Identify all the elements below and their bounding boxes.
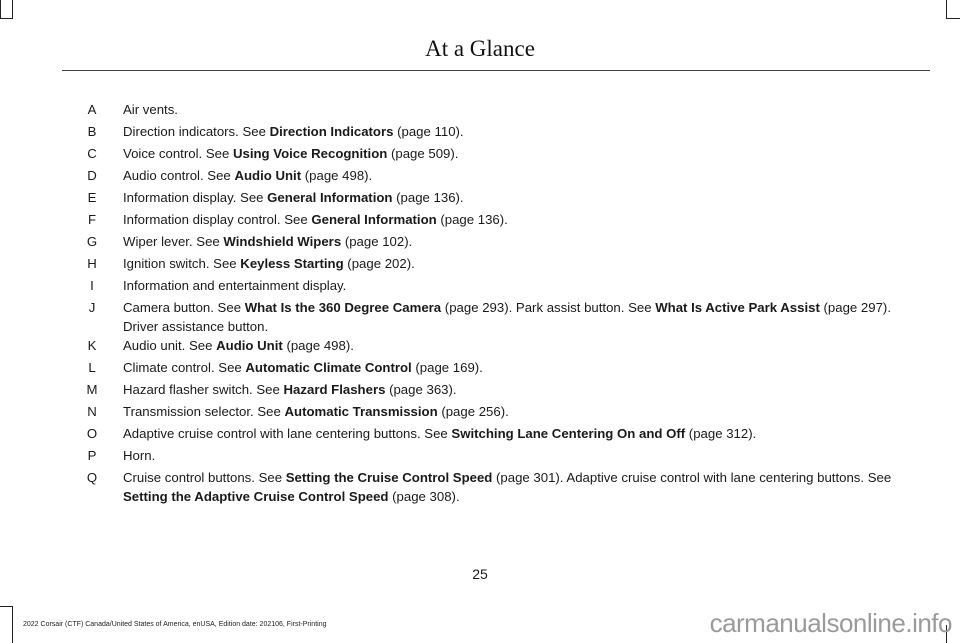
edition-footer: 2022 Corsair (CTF) Canada/United States of America, enUSA, Edition date: 202106, First-Printing [23, 621, 327, 628]
entry-letter: E [87, 190, 97, 205]
cross-reference-link[interactable]: General Information [311, 212, 437, 227]
entry-text: Adaptive cruise control with lane centering buttons. See Switching Lane Centering On and Off (page 312). [123, 426, 757, 441]
cross-reference-link[interactable]: Setting the Cruise Control Speed [285, 470, 493, 485]
cross-reference-link[interactable]: Windshield Wipers [223, 234, 342, 249]
entry-text: Direction indicators. See Direction Indicators (page 110). [123, 124, 464, 139]
entry-letter: L [88, 360, 96, 375]
cross-reference-link[interactable]: Keyless Starting [240, 256, 344, 271]
entry-text: Ignition switch. See Keyless Starting (page 202). [123, 256, 415, 271]
crop-mark [12, 606, 13, 643]
header-rule [62, 70, 930, 71]
crop-mark [946, 18, 960, 19]
cross-reference-link[interactable]: Audio Unit [234, 168, 302, 183]
cross-reference-link[interactable]: Audio Unit [216, 338, 283, 353]
cross-reference-link[interactable]: Direction Indicators [269, 124, 394, 139]
crop-mark [946, 0, 947, 18]
entry-letter: N [87, 404, 97, 419]
cross-reference-link[interactable]: Using Voice Recognition [232, 146, 388, 161]
entry-text: Horn. [123, 448, 156, 463]
entry-text: Information and entertainment display. [123, 278, 347, 293]
cross-reference-link[interactable]: Setting the Adaptive Cruise Control Speed [123, 489, 389, 504]
entry-text: Transmission selector. See Automatic Transmission (page 256). [123, 404, 509, 419]
entry-letter: I [90, 278, 94, 293]
entry-letter: B [87, 124, 97, 139]
crop-mark [12, 0, 13, 18]
entry-text: Audio unit. See Audio Unit (page 498). [123, 338, 354, 353]
entry-letter: J [88, 300, 96, 315]
crop-mark [0, 606, 13, 607]
entry-text: Climate control. See Automatic Climate Control (page 169). [123, 360, 483, 375]
cross-reference-link[interactable]: What Is Active Park Assist [655, 300, 820, 315]
entry-letter: O [86, 426, 98, 441]
entry-letter: K [87, 338, 97, 353]
entry-letter: P [87, 448, 97, 463]
cross-reference-link[interactable]: What Is the 360 Degree Camera [244, 300, 442, 315]
entry-letter: D [87, 168, 97, 183]
entry-letter: A [87, 102, 97, 117]
crop-mark [0, 0, 1, 18]
entry-letter: Q [86, 470, 98, 485]
entry-text: Camera button. See What Is the 360 Degree Camera (page 293). Park assist button. See What Is Active Park Assist (page 297). Driver assistance button. [123, 300, 891, 334]
entry-letter: C [87, 146, 97, 161]
entry-text: Audio control. See Audio Unit (page 498). [123, 168, 373, 183]
entry-text: Information display control. See General Information (page 136). [123, 212, 508, 227]
page-number: 25 [472, 566, 488, 582]
watermark: carmanualsonline.info [709, 608, 952, 638]
entry-letter: F [87, 212, 97, 227]
crop-mark [0, 18, 13, 19]
cross-reference-link[interactable]: Automatic Climate Control [245, 360, 412, 375]
entry-letter: G [86, 234, 98, 249]
entry-text: Wiper lever. See Windshield Wipers (page 102). [123, 234, 413, 249]
cross-reference-link[interactable]: Switching Lane Centering On and Off [451, 426, 686, 441]
entry-text: Cruise control buttons. See Setting the Cruise Control Speed (page 301). Adaptive cruise control with lane centering buttons. See Setting the Adaptive Cruise Control Speed (page 308). [123, 470, 892, 504]
entry-text: Voice control. See Using Voice Recognition (page 509). [123, 146, 459, 161]
cross-reference-link[interactable]: Automatic Transmission [284, 404, 438, 419]
entry-text: Information display. See General Information (page 136). [123, 190, 464, 205]
cross-reference-link[interactable]: Hazard Flashers [283, 382, 386, 397]
entry-text: Hazard flasher switch. See Hazard Flashers (page 363). [123, 382, 457, 397]
entry-letter: H [87, 256, 97, 271]
cross-reference-link[interactable]: General Information [267, 190, 393, 205]
page-title: At a Glance [425, 36, 535, 61]
entry-text: Air vents. [123, 102, 178, 117]
entry-letter: M [86, 382, 98, 397]
